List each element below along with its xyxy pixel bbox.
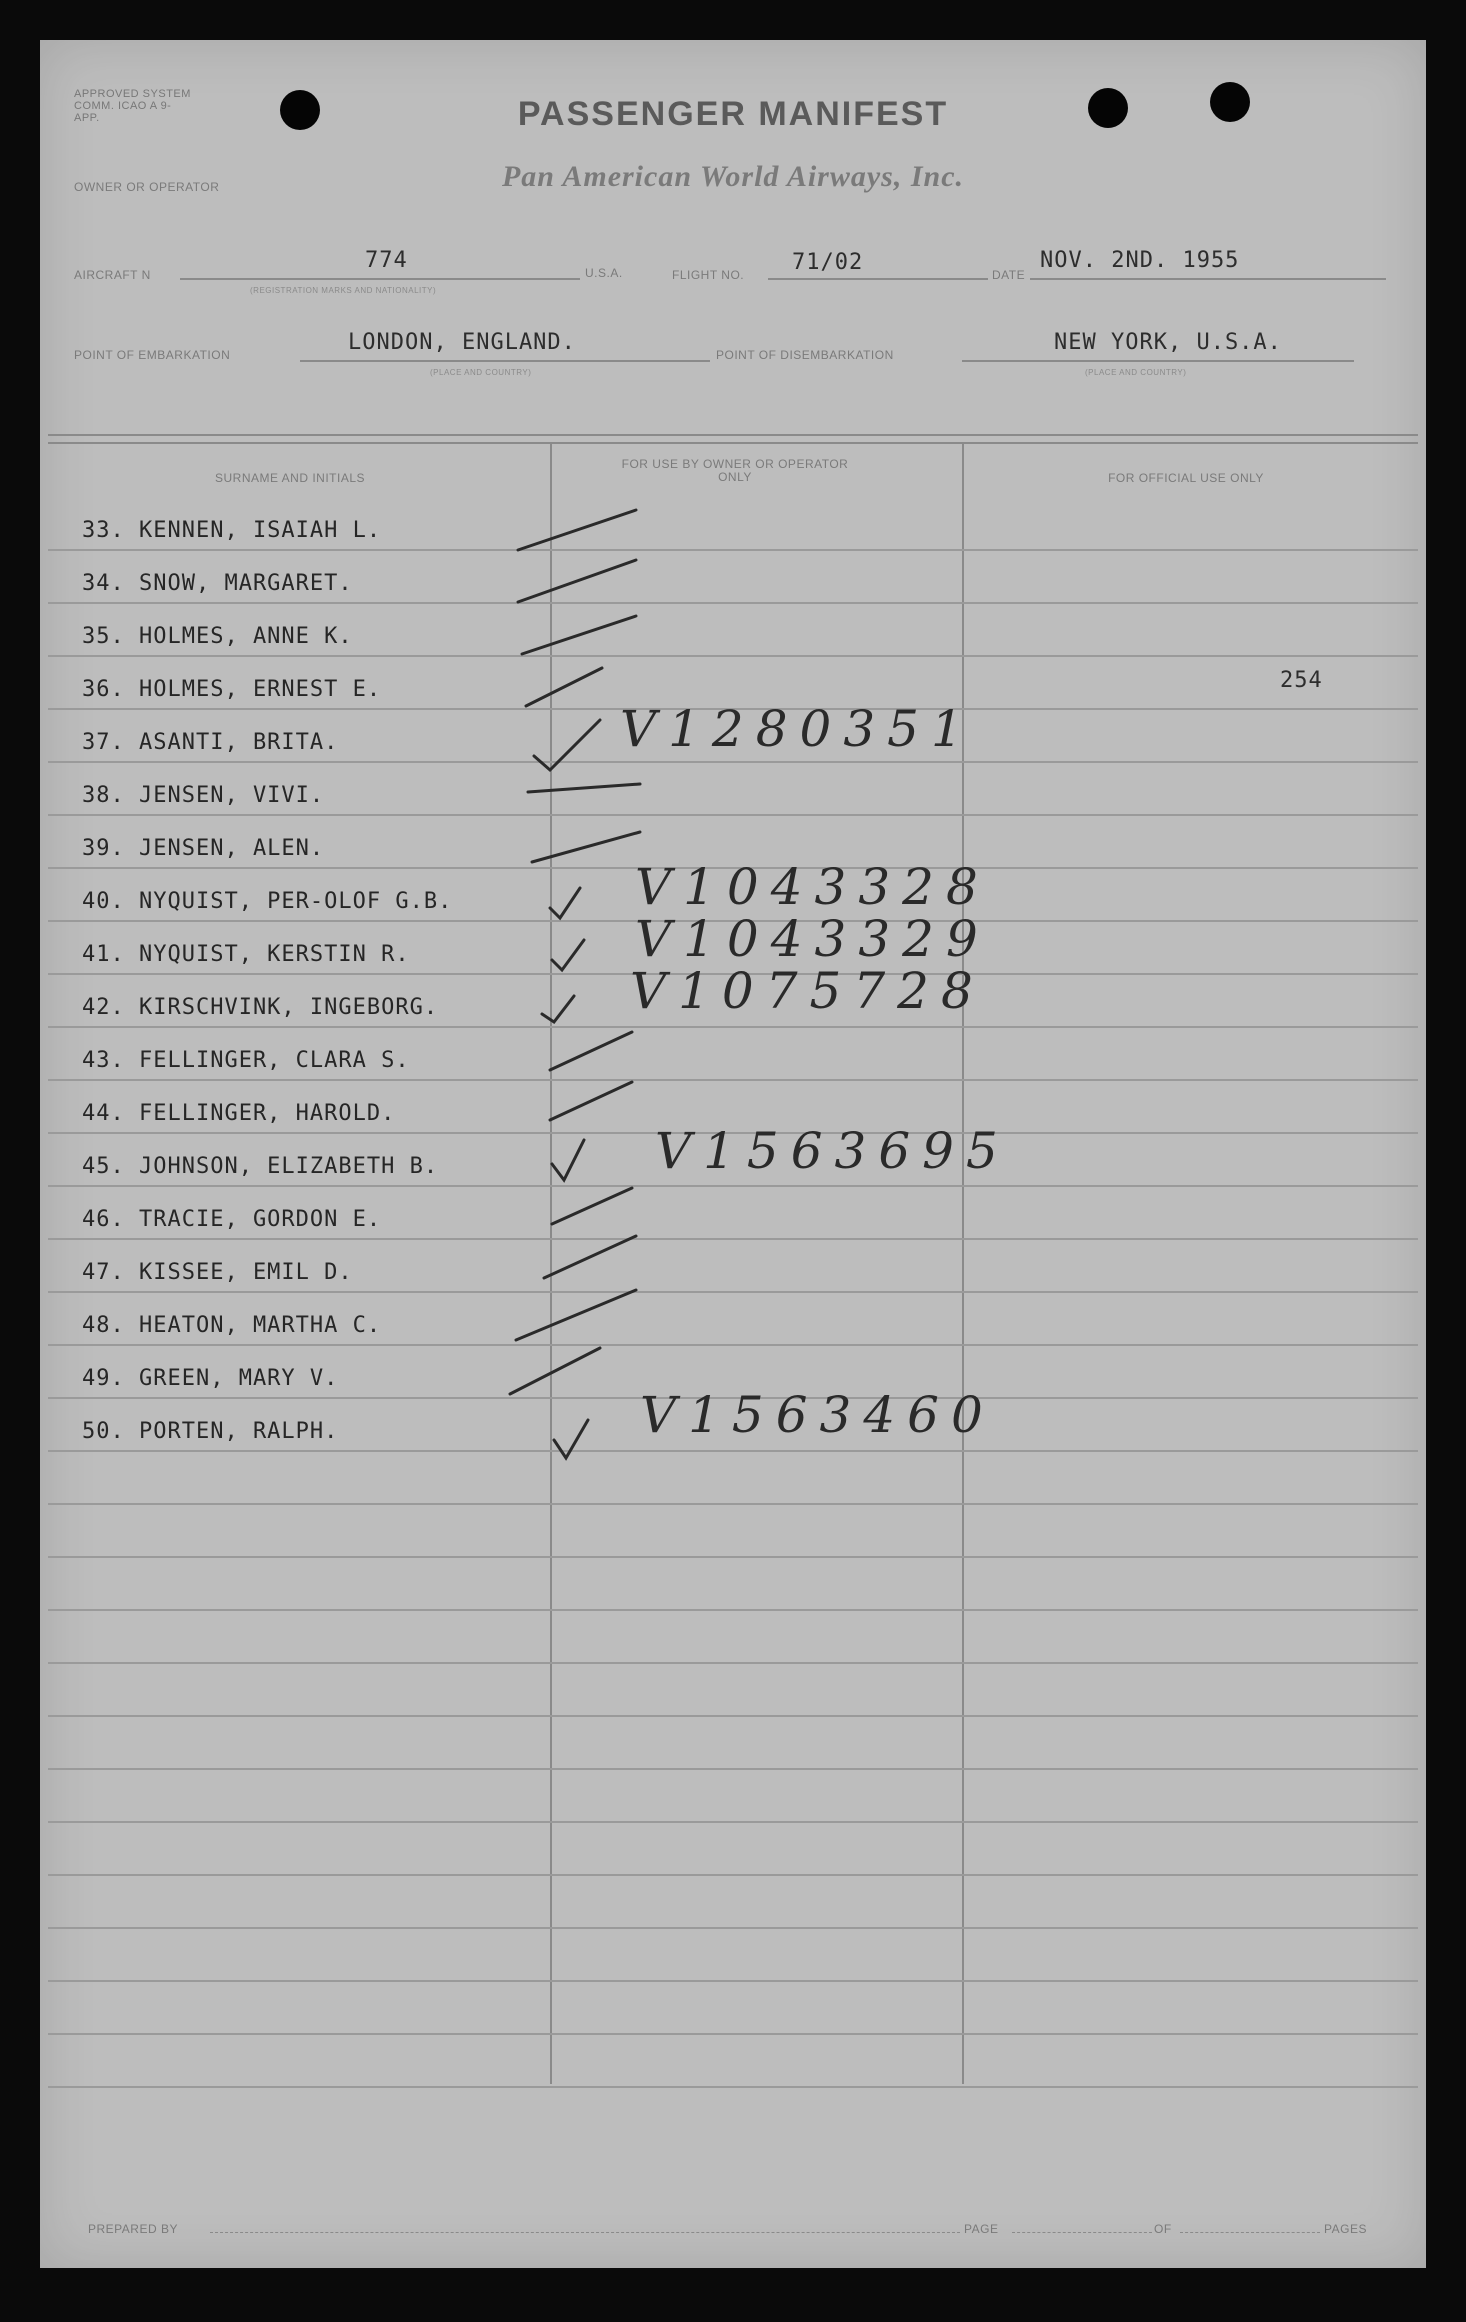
check-mark xyxy=(526,668,602,706)
check-mark xyxy=(550,888,580,918)
of-label: OF xyxy=(1154,2222,1172,2236)
check-mark xyxy=(550,1032,632,1070)
flight-number: 71/02 xyxy=(792,250,864,275)
embarkation-label: POINT OF EMBARKATION xyxy=(74,348,231,362)
visa-number: V1563460 xyxy=(640,1386,995,1444)
column-header-official-use: FOR OFFICIAL USE ONLY xyxy=(1108,471,1264,485)
approved-stamp: APPROVED SYSTEM COMM. ICAO A 9-APP. xyxy=(74,88,191,124)
passenger-name: 36. HOLMES, ERNEST E. xyxy=(82,677,382,702)
check-mark xyxy=(532,832,640,862)
visa-number: V1563695 xyxy=(655,1122,1010,1180)
check-mark xyxy=(528,784,640,792)
passenger-name: 40. NYQUIST, PER-OLOF G.B. xyxy=(82,889,453,914)
check-mark xyxy=(552,1140,584,1180)
prepared-by-line xyxy=(210,2232,960,2233)
page-line xyxy=(1012,2232,1152,2233)
owner-label: OWNER OR OPERATOR xyxy=(74,180,220,194)
check-mark xyxy=(554,1420,588,1458)
passenger-name: 35. HOLMES, ANNE K. xyxy=(82,624,353,649)
page-label: PAGE xyxy=(964,2222,999,2236)
page-title: PASSENGER MANIFEST xyxy=(517,95,949,133)
passenger-name: 33. KENNEN, ISAIAH L. xyxy=(82,518,382,543)
passenger-name: 37. ASANTI, BRITA. xyxy=(82,730,339,755)
aircraft-number: 774 xyxy=(365,248,408,273)
passenger-name: 50. PORTEN, RALPH. xyxy=(82,1419,339,1444)
check-mark xyxy=(544,1236,636,1278)
place-note: (PLACE AND COUNTRY) xyxy=(1085,368,1187,377)
check-mark xyxy=(552,1188,632,1224)
passenger-name: 41. NYQUIST, KERSTIN R. xyxy=(82,942,410,967)
passenger-name: 43. FELLINGER, CLARA S. xyxy=(82,1048,410,1073)
aircraft-label: AIRCRAFT N xyxy=(74,268,151,282)
visa-number: V1075728 xyxy=(630,962,985,1020)
operator-name: Pan American World Airways, Inc. xyxy=(501,160,965,193)
check-marks xyxy=(40,40,1426,2268)
check-mark xyxy=(522,616,636,654)
column-header-surname: SURNAME AND INITIALS xyxy=(214,471,366,485)
check-mark xyxy=(518,560,636,602)
column-header-owner-use: FOR USE BY OWNER OR OPERATOR ONLY xyxy=(621,457,849,484)
of-line xyxy=(1180,2232,1320,2233)
passenger-name: 49. GREEN, MARY V. xyxy=(82,1366,339,1391)
check-mark xyxy=(518,510,636,550)
visa-number: V1043328 xyxy=(635,858,990,916)
check-mark xyxy=(534,720,600,770)
manifest-date: NOV. 2ND. 1955 xyxy=(1040,248,1240,273)
passenger-name: 42. KIRSCHVINK, INGEBORG. xyxy=(82,995,439,1020)
registration-note: (REGISTRATION MARKS AND NATIONALITY) xyxy=(250,286,437,295)
flight-label: FLIGHT NO. xyxy=(672,268,745,282)
prepared-by-label: PREPARED BY xyxy=(88,2222,178,2236)
passenger-name: 45. JOHNSON, ELIZABETH B. xyxy=(82,1154,439,1179)
passenger-name: 38. JENSEN, VIVI. xyxy=(82,783,325,808)
passenger-name: 48. HEATON, MARTHA C. xyxy=(82,1313,382,1338)
check-mark xyxy=(542,996,574,1022)
visa-number: V1043329 xyxy=(635,910,990,968)
passenger-name: 47. KISSEE, EMIL D. xyxy=(82,1260,353,1285)
passenger-name: 46. TRACIE, GORDON E. xyxy=(82,1207,382,1232)
pages-label: PAGES xyxy=(1324,2222,1367,2236)
check-mark xyxy=(516,1290,636,1340)
disembarkation-place: NEW YORK, U.S.A. xyxy=(1054,330,1282,355)
passenger-name: 39. JENSEN, ALEN. xyxy=(82,836,325,861)
passenger-name: 34. SNOW, MARGARET. xyxy=(82,571,353,596)
place-note: (PLACE AND COUNTRY) xyxy=(430,368,532,377)
check-mark xyxy=(552,940,584,970)
official-note: 254 xyxy=(1280,668,1323,693)
passenger-name: 44. FELLINGER, HAROLD. xyxy=(82,1101,396,1126)
embarkation-place: LONDON, ENGLAND. xyxy=(348,330,576,355)
check-mark xyxy=(510,1348,600,1394)
manifest-sheet xyxy=(40,40,1426,2268)
usa-label: U.S.A. xyxy=(585,266,623,280)
date-label: DATE xyxy=(992,268,1026,282)
check-mark xyxy=(550,1082,632,1120)
disembarkation-label: POINT OF DISEMBARKATION xyxy=(716,348,894,362)
visa-number: V1280351 xyxy=(620,700,975,758)
